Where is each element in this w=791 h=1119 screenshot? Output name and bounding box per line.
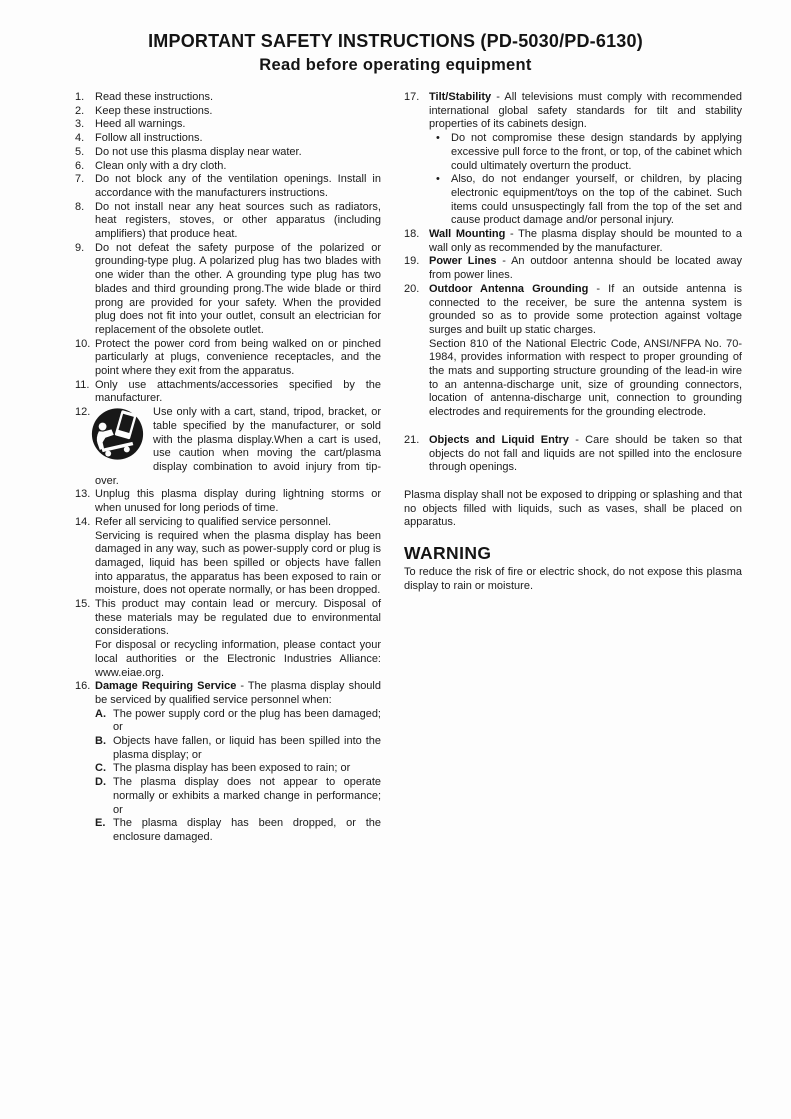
lettered-text: The plasma display has been dropped, or the enclosure damaged. (113, 817, 381, 843)
lettered-text: The plasma display has been exposed to rain; or (113, 762, 351, 775)
warning-text: To reduce the risk of fire or electric shock, do not expose this plasma display to rain or moisture. (404, 565, 742, 592)
item-text (95, 105, 381, 119)
paragraph: Tilt/Stability - All televisions must comply with recommended international global safety standards for tilt and stability properties of its cabinets design. (429, 91, 742, 131)
item-number: 2. (75, 104, 85, 117)
paragraph: Do not install near any heat sources such as radiators, heat registers, stoves, or other apparatus (including amplifiers) that produce heat. (95, 200, 381, 241)
list-item (75, 516, 381, 598)
paragraph: Objects and Liquid Entry - Care should be taken so that objects do not fall and liquids are not spilled into the enclosure through openings. (429, 433, 742, 474)
paragraph: Do not defeat the safety purpose of the polarized or grounding-type plug. A polarized plug has two blades with one wider than the other. A grounding type plug has two blades and third grounding prong.The wide blade or third prong are provided for your safety. When the provided plug does not fit into your outlet, consult an electrician for replacement of the obsolete outlet. (95, 241, 381, 336)
item-text (95, 173, 381, 200)
paragraph: Section 810 of the National Electric Code, ANSI/NFPA No. 70- 1984, provides information with respect to proper grounding of the mats and supporting structure grounding of the lead-in wire to an antenna-discharge unit, size of grounding connectors, location of antenna-discharge unit, connection to grounding electrodes and requirements for the grounding electrode. (429, 337, 742, 419)
list-item (75, 598, 381, 680)
list-item (75, 173, 381, 200)
two-column-body (75, 91, 791, 845)
item-text (429, 91, 742, 228)
list-item (75, 132, 381, 146)
item-number: 18. (404, 228, 420, 241)
list-item (404, 283, 742, 420)
bold-lead: Damage Requiring Service (95, 680, 237, 693)
liquid-exposure-note: Plasma display shall not be exposed to dripping or splashing and that no objects filled with liquids, such as vases, shall be placed on apparatus. (404, 488, 742, 529)
page-title (0, 0, 791, 75)
list-item (75, 488, 381, 515)
item-number: 12. (75, 406, 91, 419)
lettered-item (95, 762, 381, 776)
title-line-2: Read before operating equipment (259, 56, 532, 74)
lettered-item (95, 708, 381, 735)
item-number: 1. (75, 91, 85, 103)
right-column (404, 91, 742, 845)
paragraph: Protect the power cord from being walked on or pinched particularly at plugs, convenience receptacles, and the point where they exit from the apparatus. (95, 337, 381, 378)
cart-tip-over-icon (89, 407, 146, 461)
item-text (95, 242, 381, 338)
paragraph: Read these instructions. (95, 91, 214, 103)
item-text (95, 201, 381, 242)
paragraph: Only use attachments/accessories specified by the manufacturer. (95, 378, 381, 405)
item-text (429, 228, 742, 255)
list-item (75, 201, 381, 242)
item-number: 17. (404, 91, 420, 103)
item-number: 19. (404, 255, 420, 268)
item-text (95, 406, 381, 488)
item-text (429, 255, 742, 282)
paragraph: This product may contain lead or mercury. Disposal of these materials may be regulated due to environmental considerations. (95, 598, 381, 638)
paragraph: Wall Mounting - The plasma display should be mounted to a wall only as recommended by the manufacturer. (429, 228, 742, 254)
list-item (404, 255, 742, 282)
list-item (75, 105, 381, 119)
item-text (95, 680, 381, 844)
item-number: 11. (75, 378, 90, 391)
paragraph: Servicing is required when the plasma display has been damaged in any way, such as power-supply cord or plug is damaged, liquid has been spilled or objects have fallen into apparatus, the apparatus has been exposed to rain or moisture, does not operate normally, or has been dropped. (95, 529, 381, 597)
right-column-items (404, 91, 742, 475)
item-number: 6. (75, 159, 85, 172)
paragraph: Do not block any of the ventilation openings. Install in accordance with the manufacturers instructions. (95, 173, 381, 199)
paragraph: Clean only with a dry cloth. (95, 159, 227, 172)
warning-heading: WARNING (404, 543, 492, 564)
lettered-item (95, 817, 381, 844)
item-text (95, 379, 381, 406)
paragraph: Follow all instructions. (95, 132, 203, 145)
item-number: 16. (75, 680, 91, 693)
paragraph: Refer all servicing to qualified service personnel. (95, 515, 332, 528)
item-number: 4. (75, 132, 85, 145)
item-text (95, 118, 381, 132)
item-number: 10. (75, 337, 91, 350)
bullet-text: Also, do not endanger yourself, or children, by placing electronic equipment/toys on the top of the cabinet. Such items could unsuspectingly fall from the top of the set and cause product damage and/or personal injury. (451, 173, 742, 227)
item-number: 15. (75, 598, 91, 611)
item-number: 14. (75, 515, 91, 528)
title-line-1: IMPORTANT SAFETY INSTRUCTIONS (PD-5030/PD-6130) (148, 31, 643, 51)
item-text (95, 160, 381, 174)
item-number: 8. (75, 200, 85, 213)
item-number: 7. (75, 173, 85, 186)
item-letter: D. (95, 776, 106, 789)
paragraph: Keep these instructions. (95, 104, 213, 117)
item-letter: B. (95, 735, 106, 748)
list-item (404, 91, 742, 228)
paragraph: Power Lines - An outdoor antenna should be located away from power lines. (429, 255, 742, 282)
list-item (404, 434, 742, 475)
item-letter: C. (95, 762, 106, 775)
lettered-item (95, 735, 381, 762)
list-item (75, 146, 381, 160)
lettered-item (95, 776, 381, 817)
list-item (75, 242, 381, 338)
list-item (75, 160, 381, 174)
paragraph: Unplug this plasma display during lightning storms or when unused for long periods of time. (95, 488, 381, 515)
paragraph: Outdoor Antenna Grounding - If an outside antenna is connected to the receiver, be sure the antenna system is grounded so as to provide some protection against voltage surges and built up static charges. (429, 282, 742, 336)
item-text (429, 434, 742, 475)
paragraph: Heed all warnings. (95, 118, 186, 131)
left-column (75, 91, 381, 845)
bold-lead: Power Lines (429, 255, 497, 268)
list-item (75, 406, 381, 488)
list-item (75, 338, 381, 379)
bullet-text: Do not compromise these design standards by applying excessive pull force to the front, or top, of the cabinet which could ultimately overturn the product. (451, 132, 742, 172)
bold-lead: Objects and Liquid Entry (429, 433, 569, 446)
item-number: 13. (75, 488, 91, 501)
list-item (404, 228, 742, 255)
lettered-text: Objects have fallen, or liquid has been spilled into the plasma display; or (113, 735, 381, 761)
paragraph: Damage Requiring Service - The plasma display should be serviced by qualified service personnel when: (95, 680, 381, 706)
item-text (95, 516, 381, 598)
bullet-item (429, 132, 742, 173)
lettered-text: The plasma display does not appear to operate normally or exhibits a marked change in performance; or (113, 776, 381, 816)
item-text (95, 338, 381, 379)
item-text (429, 283, 742, 420)
item-text (95, 91, 381, 105)
bold-lead: Outdoor Antenna Grounding (429, 282, 589, 295)
paragraph: Use only with a cart, stand, tripod, bracket, or table specified by the manufacturer, or sold with the plasma display.When a cart is used, use caution when moving the cart/plasma display combination to avoid injury from tip-over. (95, 406, 381, 487)
item-number: 9. (75, 241, 85, 254)
item-number: 5. (75, 145, 85, 158)
item-number: 3. (75, 118, 85, 131)
item-text (95, 132, 381, 146)
item-text (95, 488, 381, 515)
list-item (75, 379, 381, 406)
item-text (95, 146, 381, 160)
item-number: 20. (404, 282, 420, 295)
list-item (75, 118, 381, 132)
list-item (75, 91, 381, 105)
item-text (95, 598, 381, 680)
bold-lead: Tilt/Stability (429, 91, 492, 103)
item-letter: A. (95, 707, 106, 720)
bullet-item (429, 173, 742, 228)
lettered-text: The power supply cord or the plug has been damaged; or (113, 707, 381, 734)
paragraph: For disposal or recycling information, please contact your local authorities or the Electronic Industries Alliance: www.eiae.org. (95, 639, 381, 679)
item-letter: E. (95, 817, 106, 830)
bullet-marker: • (436, 132, 440, 145)
list-item (75, 680, 381, 844)
item-number: 21. (404, 433, 420, 446)
paragraph: Do not use this plasma display near water. (95, 145, 302, 158)
bold-lead: Wall Mounting (429, 228, 506, 241)
bullet-marker: • (436, 173, 440, 186)
